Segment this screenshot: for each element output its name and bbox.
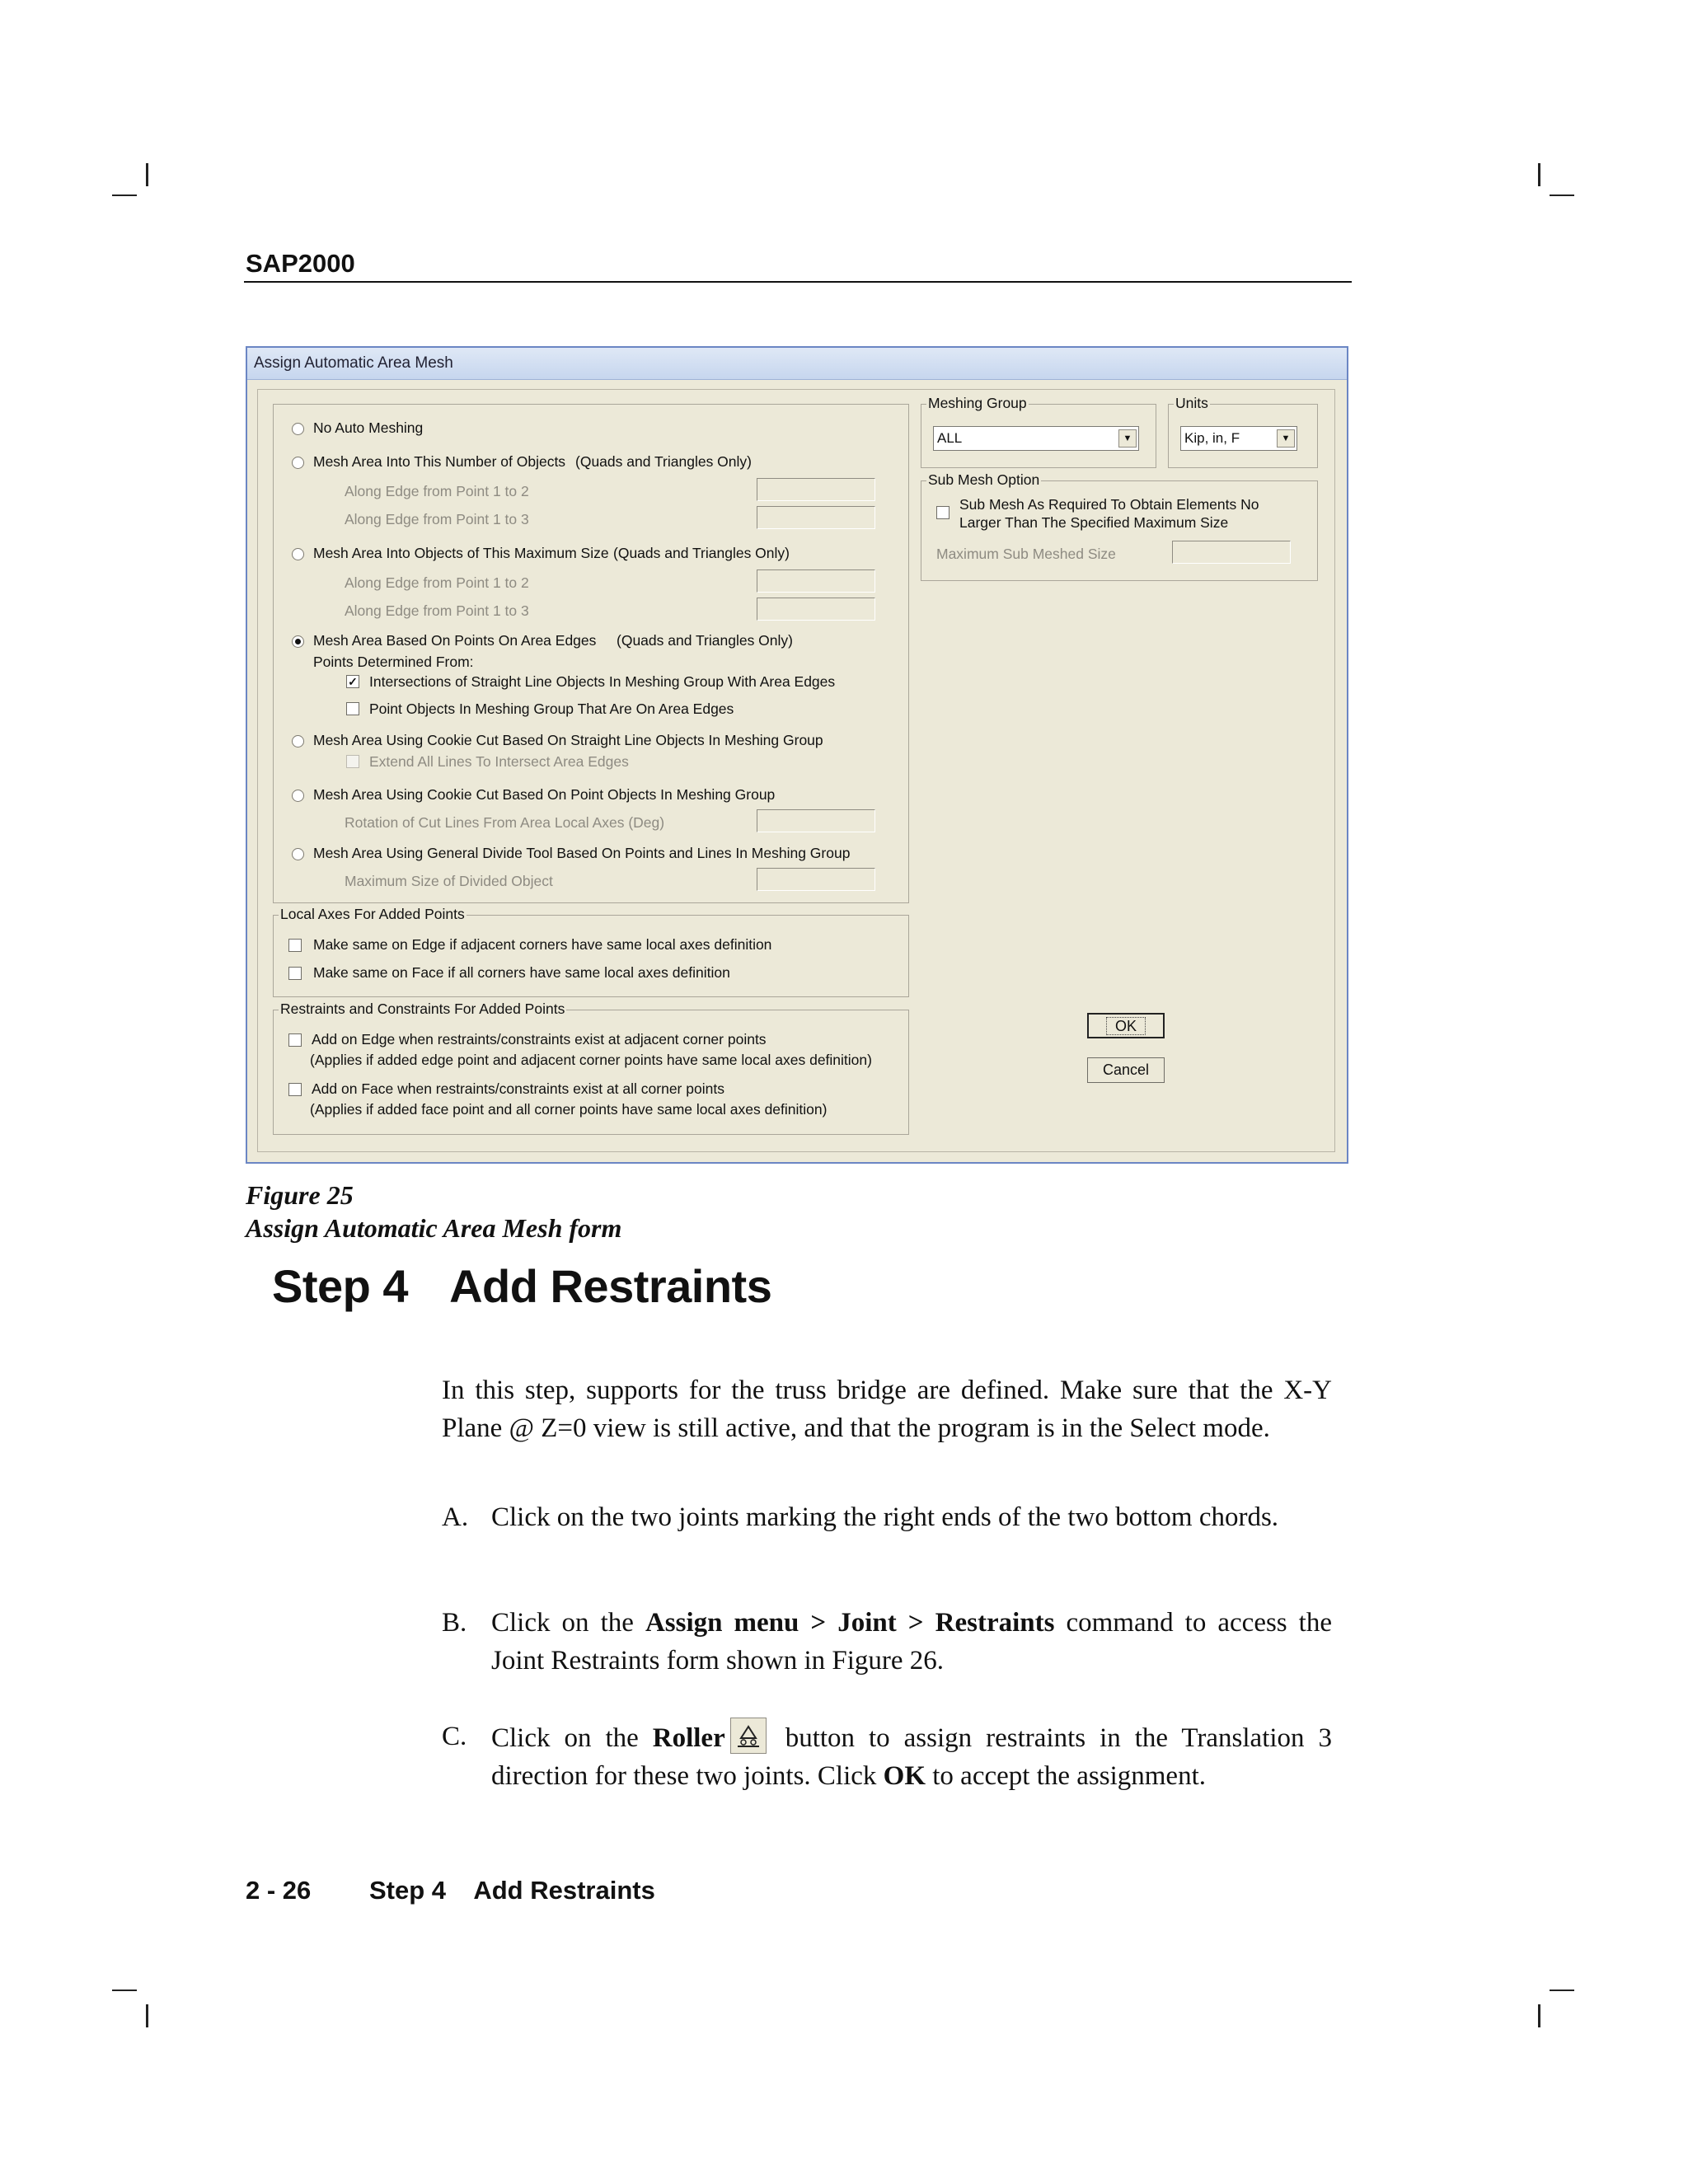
check-add-on-face[interactable] bbox=[288, 1083, 302, 1096]
max-edge-1-2-field[interactable] bbox=[757, 569, 875, 593]
chevron-down-icon[interactable]: ▼ bbox=[1118, 429, 1137, 448]
item-a-text: Click on the two joints marking the right ends of the two bottom chords. bbox=[491, 1502, 1279, 1532]
check-same-on-face[interactable] bbox=[288, 967, 302, 980]
units-select[interactable] bbox=[1180, 426, 1297, 451]
label-extend-lines: Extend All Lines To Intersect Area Edges bbox=[369, 753, 629, 770]
radio-mesh-on-edge-points[interactable] bbox=[292, 635, 304, 648]
crop-mark bbox=[1538, 163, 1540, 186]
units-title: Units bbox=[1175, 395, 1208, 411]
item-c-letter: C. bbox=[442, 1722, 467, 1751]
figure-number: Figure 25 bbox=[246, 1180, 354, 1210]
restraints-group bbox=[273, 1001, 909, 1135]
label-max-edge-1-2: Along Edge from Point 1 to 2 bbox=[345, 574, 529, 591]
crop-mark bbox=[1550, 194, 1574, 196]
item-c-roller: Roller bbox=[652, 1723, 725, 1753]
roller-icon bbox=[730, 1718, 767, 1754]
label-point-objects: Point Objects In Meshing Group That Are On Area Edges bbox=[369, 701, 734, 717]
check-same-on-edge[interactable] bbox=[288, 939, 302, 952]
meshing-group-box bbox=[921, 395, 1156, 468]
label-points-determined-from: Points Determined From: bbox=[313, 654, 474, 670]
item-a-letter: A. bbox=[442, 1502, 469, 1532]
local-axes-title: Local Axes For Added Points bbox=[280, 906, 465, 922]
item-c-pre: Click on the bbox=[491, 1723, 653, 1753]
label-max-sub-meshed-size: Maximum Sub Meshed Size bbox=[936, 546, 1116, 562]
item-b-post: command to access the Joint Restraints form shown in Figure 26. bbox=[491, 1608, 1333, 1675]
local-axes-group bbox=[273, 906, 909, 997]
label-max-edge-1-3: Along Edge from Point 1 to 3 bbox=[345, 602, 529, 619]
label-same-on-edge: Make same on Edge if adjacent corners have same local axes definition bbox=[313, 936, 772, 953]
assign-area-mesh-dialog bbox=[246, 346, 1348, 1164]
label-intersections: Intersections of Straight Line Objects In Meshing Group With Area Edges bbox=[369, 673, 836, 690]
label-mesh-on-edge-points-note: (Quads and Triangles Only) bbox=[617, 632, 793, 649]
radio-no-auto-meshing[interactable] bbox=[292, 423, 304, 435]
step-number: Step 4 bbox=[272, 1260, 409, 1312]
restraints-title: Restraints and Constraints For Added Points bbox=[280, 1001, 565, 1017]
units-value: Kip, in, F bbox=[1184, 430, 1240, 446]
running-header: SAP2000 bbox=[246, 249, 355, 278]
label-rotation: Rotation of Cut Lines From Area Local Axes (Deg) bbox=[345, 814, 665, 831]
step-item-c bbox=[442, 1718, 1332, 1795]
radio-mesh-by-max-size[interactable] bbox=[292, 548, 304, 560]
check-add-on-edge[interactable] bbox=[288, 1033, 302, 1047]
item-b-pre: Click on the bbox=[491, 1608, 645, 1638]
label-cookie-cut-lines: Mesh Area Using Cookie Cut Based On Straight Line Objects In Meshing Group bbox=[313, 732, 823, 748]
sub-mesh-title: Sub Mesh Option bbox=[928, 471, 1040, 488]
label-add-on-face-note: (Applies if added face point and all corner points have same local axes definition) bbox=[310, 1101, 828, 1118]
label-cookie-cut-points: Mesh Area Using Cookie Cut Based On Point Objects In Meshing Group bbox=[313, 786, 776, 803]
label-mesh-by-max-size: Mesh Area Into Objects of This Maximum Size bbox=[313, 545, 609, 561]
crop-mark bbox=[146, 2004, 148, 2027]
radio-general-divide[interactable] bbox=[292, 848, 304, 860]
label-edge-1-3: Along Edge from Point 1 to 3 bbox=[345, 511, 529, 527]
crop-mark bbox=[1538, 2004, 1540, 2027]
label-general-divide: Mesh Area Using General Divide Tool Based On Points and Lines In Meshing Group bbox=[313, 845, 851, 861]
check-extend-lines[interactable] bbox=[346, 755, 359, 768]
label-sub-mesh-line1: Sub Mesh As Required To Obtain Elements No bbox=[959, 496, 1259, 513]
dialog-body bbox=[257, 389, 1335, 1152]
step-item-a bbox=[442, 1498, 1332, 1536]
dialog-title: Assign Automatic Area Mesh bbox=[247, 348, 1347, 380]
item-c-text bbox=[491, 1718, 1332, 1795]
figure-caption: Assign Automatic Area Mesh form bbox=[246, 1213, 622, 1243]
step-heading bbox=[272, 1259, 771, 1313]
label-no-auto-meshing: No Auto Meshing bbox=[313, 419, 424, 436]
sub-mesh-group bbox=[921, 471, 1318, 581]
item-b-text bbox=[491, 1604, 1332, 1680]
label-add-on-face: Add on Face when restraints/constraints exist at all corner points bbox=[312, 1080, 724, 1097]
max-edge-1-3-field[interactable] bbox=[757, 598, 875, 621]
label-mesh-on-edge-points: Mesh Area Based On Points On Area Edges bbox=[313, 632, 597, 649]
units-box bbox=[1168, 395, 1318, 468]
footer-section: Step 4 Add Restraints bbox=[369, 1876, 655, 1905]
edge-1-2-field[interactable] bbox=[757, 478, 875, 501]
item-b-letter: B. bbox=[442, 1608, 467, 1638]
rotation-field[interactable] bbox=[757, 809, 875, 832]
step-title: Add Restraints bbox=[449, 1260, 772, 1312]
label-sub-mesh-line2: Larger Than The Specified Maximum Size bbox=[959, 514, 1229, 531]
page-footer bbox=[246, 1876, 655, 1905]
item-c-ok: OK bbox=[883, 1761, 926, 1791]
step-item-b bbox=[442, 1604, 1332, 1680]
item-c-post: to accept the assignment. bbox=[926, 1761, 1206, 1791]
meshing-options-group bbox=[273, 404, 909, 903]
cancel-button[interactable]: Cancel bbox=[1087, 1057, 1165, 1083]
meshing-group-title: Meshing Group bbox=[928, 395, 1027, 411]
item-b-command: Assign menu > Joint > Restraints bbox=[645, 1608, 1055, 1638]
check-sub-mesh[interactable] bbox=[936, 506, 950, 519]
meshing-group-value: ALL bbox=[937, 430, 963, 446]
label-mesh-by-number: Mesh Area Into This Number of Objects bbox=[313, 453, 566, 470]
crop-mark bbox=[112, 194, 137, 196]
check-intersections[interactable]: ✓ bbox=[346, 675, 359, 688]
chevron-down-icon[interactable]: ▼ bbox=[1277, 429, 1295, 448]
label-same-on-face: Make same on Face if all corners have same local axes definition bbox=[313, 964, 730, 981]
crop-mark bbox=[112, 1990, 137, 1991]
max-sub-meshed-size-field[interactable] bbox=[1172, 541, 1291, 564]
ok-button[interactable] bbox=[1087, 1013, 1165, 1038]
edge-1-3-field[interactable] bbox=[757, 506, 875, 529]
header-rule bbox=[244, 281, 1352, 283]
step-intro: In this step, supports for the truss bridge are defined. Make sure that the X-Y Plane @ Z=0 view is still active, and that the program is in the Select mode. bbox=[442, 1376, 1332, 1443]
max-divided-field[interactable] bbox=[757, 868, 875, 891]
ok-label: OK bbox=[1106, 1017, 1146, 1035]
crop-mark bbox=[146, 163, 148, 186]
label-add-on-edge-note: (Applies if added edge point and adjacent corner points have same local axes definition) bbox=[310, 1052, 872, 1068]
crop-mark bbox=[1550, 1990, 1574, 1991]
label-mesh-by-max-size-note: (Quads and Triangles Only) bbox=[613, 545, 790, 561]
radio-cookie-cut-lines[interactable] bbox=[292, 735, 304, 748]
radio-mesh-by-number[interactable] bbox=[292, 457, 304, 469]
page-number: 2 - 26 bbox=[246, 1876, 312, 1905]
meshing-group-select[interactable] bbox=[933, 426, 1139, 451]
label-edge-1-2: Along Edge from Point 1 to 2 bbox=[345, 483, 529, 499]
check-point-objects[interactable] bbox=[346, 702, 359, 715]
label-add-on-edge: Add on Edge when restraints/constraints exist at adjacent corner points bbox=[312, 1031, 767, 1047]
radio-cookie-cut-points[interactable] bbox=[292, 790, 304, 802]
label-max-divided: Maximum Size of Divided Object bbox=[345, 873, 553, 889]
label-mesh-by-number-note: (Quads and Triangles Only) bbox=[575, 453, 752, 470]
item-c-mid: button to assign restraints in the Translation 3 direction for these two joints. Click bbox=[491, 1723, 1333, 1791]
